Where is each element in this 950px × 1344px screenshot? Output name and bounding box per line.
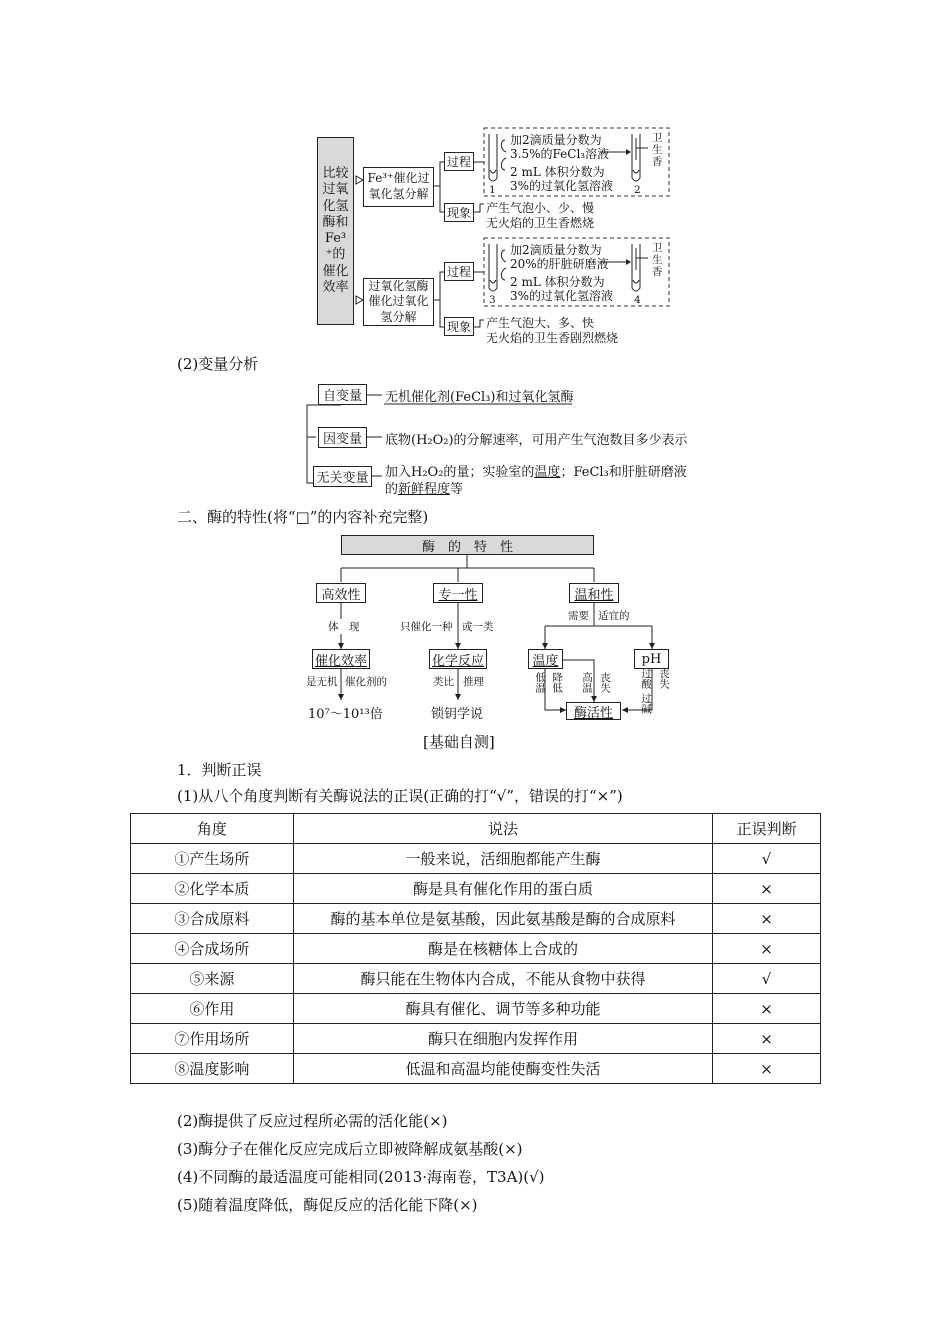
irrelevant-desc-2c: 等: [450, 482, 464, 497]
or-class-label: 或一类: [462, 621, 494, 633]
independent-desc: 无机催化剂(FeCl₃)和过氧化氢酶: [385, 390, 574, 405]
low-temp-label: 低温: [534, 672, 546, 693]
process-label: 过程: [446, 155, 471, 169]
tube-4-label: 4: [634, 294, 641, 306]
chemical-reaction-label: 化学反应: [431, 653, 484, 669]
top-vol-text2: 3%的过氧化氢溶液: [510, 179, 614, 193]
table-cell: ④合成场所: [131, 934, 294, 964]
table-cell: ×: [713, 1024, 821, 1054]
specificity-label: 专一性: [438, 587, 478, 603]
table-row: [131, 1024, 821, 1054]
top-phenomenon-1: 产生气泡小、少、慢: [486, 201, 595, 215]
table-cell: 低温和高温均能使酶变性失活: [293, 1054, 712, 1084]
table-row: [131, 964, 821, 994]
mildness-label: 温和性: [574, 587, 614, 603]
table-cell: ⑤来源: [131, 964, 294, 994]
top-phenomenon-2: 无火焰的卫生香燃烧: [486, 216, 595, 230]
too-acid-label: 过酸: [640, 668, 652, 689]
bot-add-text: 加2滴质量分数为: [510, 243, 602, 257]
main-label-text: 比较过氧化氢酶和Fe³⁺的催化效率: [322, 166, 349, 295]
table-cell: 一般来说，活细胞都能产生酶: [293, 844, 712, 874]
top-add-text: 加2滴质量分数为: [510, 133, 602, 147]
irrelevant-desc-2a: 的: [385, 482, 399, 497]
ph-label: pH: [641, 651, 662, 667]
table-cell: 酶的基本单位是氨基酸，因此氨基酸是酶的合成原料: [293, 904, 712, 934]
reduce-label: 降低: [551, 672, 563, 693]
bot-phenomenon-1: 产生气泡大、多、快: [486, 316, 595, 330]
times-label: 10⁷～10¹³倍: [308, 707, 383, 722]
table-cell: ×: [713, 1054, 821, 1084]
table-cell: 酶具有催化、调节等多种功能: [293, 994, 712, 1024]
specificity-box: [433, 583, 483, 603]
question-1-heading: 1．判断正误: [177, 761, 262, 779]
incense-label-bottom: 卫生香: [652, 242, 663, 279]
statement-3: (3)酶分子在催化反应完成后立即被降解成氨基酸(×): [177, 1140, 523, 1158]
table-row: [131, 874, 821, 904]
efficiency-box: [316, 583, 366, 603]
bot-phenomenon-2: 无火焰的卫生香剧烈燃烧: [486, 331, 619, 345]
table-cell: ×: [713, 994, 821, 1024]
lock-key-label: 锁钥学说: [431, 707, 484, 722]
bot-add-text2: 20%的肝脏研磨液: [510, 257, 609, 271]
table-cell: ⑥作用: [131, 994, 294, 1024]
temperature-label: 温度: [532, 653, 559, 669]
catalyst-of-label: 催化剂的: [345, 676, 387, 688]
table-cell: ①产生场所: [131, 844, 294, 874]
dependent-variable-label: 因变量: [322, 432, 362, 447]
enzyme-activity-box: [566, 702, 621, 720]
table-cell: ②化学本质: [131, 874, 294, 904]
table-cell: ⑧温度影响: [131, 1054, 294, 1084]
statement-2: (2)酶提供了反应过程所必需的活化能(×): [177, 1112, 448, 1130]
high-temp-label: 高温: [581, 672, 593, 693]
table-cell: ×: [713, 904, 821, 934]
bot-vol-text: 2 mL 体积分数为: [510, 275, 605, 289]
embody-label: 体 现: [328, 621, 360, 633]
table-cell: 酶是具有催化作用的蛋白质: [293, 874, 712, 904]
suitable-label: 适宜的: [598, 610, 630, 622]
properties-title: 酶 的 特 性: [421, 539, 513, 555]
table-cell: ③合成原料: [131, 904, 294, 934]
table-cell: ×: [713, 934, 821, 964]
lose-label: 丧失: [599, 672, 611, 693]
table-cell: √: [713, 964, 821, 994]
table-row: [131, 934, 821, 964]
table-cell: √: [713, 844, 821, 874]
chemical-reaction-box: [429, 649, 487, 669]
irrelevant-desc-2b: 新鲜程度: [398, 482, 451, 497]
analogy-label: 类比: [433, 676, 454, 688]
table-cell: 酶只能在生物体内合成，不能从食物中获得: [293, 964, 712, 994]
is-inorganic-label: 是无机: [306, 676, 338, 688]
ph-box: [634, 649, 669, 669]
table-cell: ⑦作用场所: [131, 1024, 294, 1054]
fe-catalysis-text: Fe³⁺催化过氧化氢分解: [367, 171, 430, 201]
table-row: [131, 904, 821, 934]
tube-2-label: 2: [634, 184, 641, 196]
properties-title-box: [341, 535, 594, 555]
top-vol-text: 2 mL 体积分数为: [510, 165, 605, 179]
catalytic-efficiency-label: 催化效率: [314, 653, 367, 669]
process-label: 过程: [446, 265, 471, 279]
efficiency-label: 高效性: [321, 587, 361, 603]
catalytic-efficiency-box: [312, 649, 370, 669]
table-cell: ×: [713, 874, 821, 904]
tube-1-label: 1: [489, 184, 496, 196]
incense-label-top: 卫生香: [652, 132, 663, 169]
independent-variable-label: 自变量: [322, 389, 362, 404]
temperature-box: [528, 649, 563, 669]
table-cell: 酶是在核糖体上合成的: [293, 934, 712, 964]
irrelevant-desc-1b: 温度: [534, 465, 561, 480]
bot-vol-text2: 3%的过氧化氢溶液: [510, 289, 614, 303]
only-one-label: 只催化一种: [400, 621, 453, 633]
variable-analysis-heading: (2)变量分析: [177, 355, 259, 373]
table-cell: 酶只在细胞内发挥作用: [293, 1024, 712, 1054]
column-header: 正误判断: [713, 814, 821, 844]
top-add-text2: 3.5%的FeCl₃溶液: [510, 147, 610, 161]
self-test-heading: [基础自测]: [423, 733, 495, 751]
tube-3-label: 3: [489, 294, 496, 306]
table-row: [131, 994, 821, 1024]
judgement-table: [130, 813, 821, 1084]
phenomenon-label: 现象: [446, 320, 471, 334]
question-1-sub: (1)从八个角度判断有关酶说法的正误(正确的打“√”，错误的打“×”): [177, 787, 623, 805]
statement-4: (4)不同酶的最适温度可能相同(2013·海南卷，T3A)(√): [177, 1168, 545, 1186]
enzyme-activity-label: 酶活性: [573, 705, 613, 721]
section-2-heading: 二、酶的特性(将“□”的内容补充完整): [177, 508, 429, 526]
irrelevant-variable-label: 无关变量: [316, 471, 369, 486]
column-header: 说法: [293, 814, 712, 844]
table-row: [131, 1054, 821, 1084]
lose2-label: 丧失: [658, 668, 670, 689]
phenomenon-label: 现象: [446, 206, 471, 220]
table-header-row: [131, 814, 821, 844]
need-label: 需要: [568, 610, 589, 622]
too-alk-label: 过碱: [640, 693, 652, 714]
column-header: 角度: [131, 814, 294, 844]
enzyme-catalysis-text: 过氧化氢酶催化过氧化氢分解: [368, 278, 429, 324]
dependent-desc: 底物(H₂O₂)的分解速率，可用产生气泡数目多少表示: [385, 433, 688, 448]
table-row: [131, 844, 821, 874]
mildness-box: [569, 583, 619, 603]
irrelevant-desc-1c: ；FeCl₃和肝脏研磨液: [560, 465, 687, 480]
statement-5: (5)随着温度降低，酶促反应的活化能下降(×): [177, 1196, 478, 1214]
reasoning-label: 推理: [463, 676, 484, 688]
irrelevant-desc-1a: 加入H₂O₂的量；实验室的: [385, 465, 535, 480]
